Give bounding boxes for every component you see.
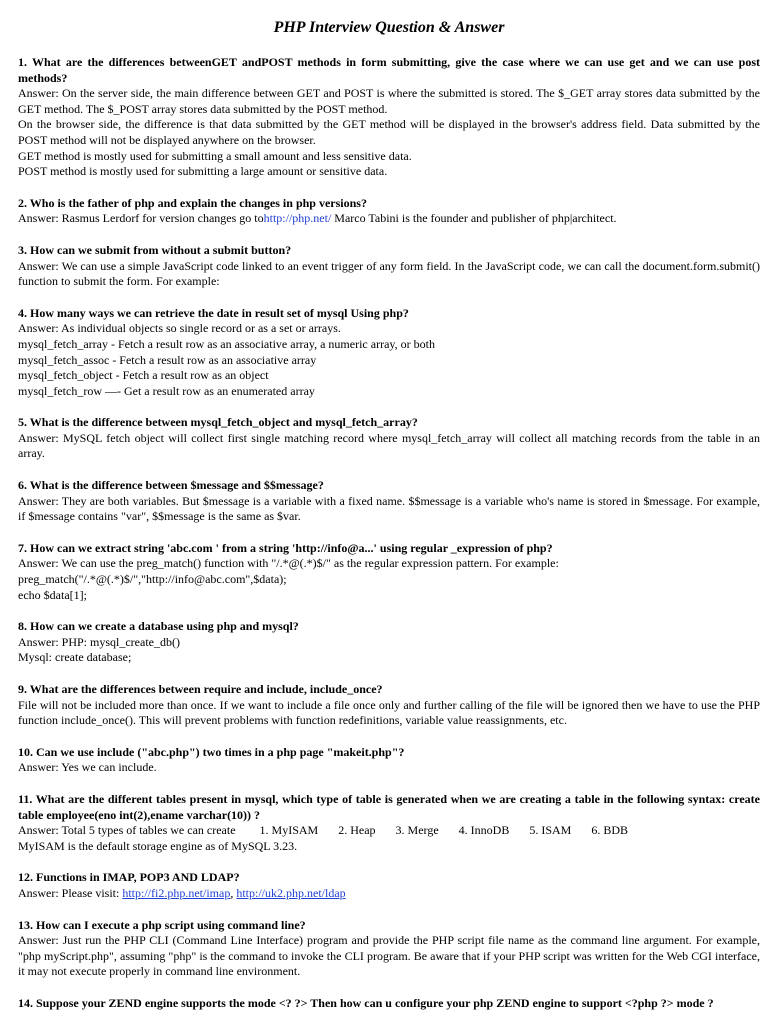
answer-text: [18, 211, 760, 227]
answer-prefix: Answer: Rasmus Lerdorf for version changes go to: [18, 211, 264, 226]
answer-text: MyISAM is the default storage engine as of MySQL 3.23.: [18, 838, 298, 853]
question-text: 1. What are the differences betweenGET andPOST methods in form submitting, give the case where we can use get and we can use post methods?: [18, 55, 760, 85]
question-8: [18, 619, 760, 666]
question-2: [18, 196, 760, 227]
question-text: 4. How many ways we can retrieve the date in result set of mysql Using php?: [18, 305, 409, 320]
table-type: 1. MyISAM: [259, 823, 319, 838]
answer-text: GET method is mostly used for submitting a small amount and less sensitive data.: [18, 148, 412, 163]
answer-text: Mysql: create database;: [18, 650, 132, 665]
question-text: 5. What is the difference between mysql_fetch_object and mysql_fetch_array?: [18, 415, 418, 430]
answer-text: mysql_fetch_array - Fetch a result row as an associative array, a numeric array, or both: [18, 336, 435, 351]
answer-suffix: Marco Tabini is the founder and publisher of php|architect.: [331, 211, 617, 226]
answer-text: [18, 823, 760, 839]
question-text: 2. Who is the father of php and explain the changes in php versions?: [18, 195, 367, 210]
table-type: 6. BDB: [591, 823, 629, 838]
table-type: 3. Merge: [395, 823, 439, 838]
table-type: 4. InnoDB: [458, 823, 510, 838]
answer-prefix: Answer: Total 5 types of tables we can create: [18, 823, 236, 838]
question-text: 6. What is the difference between $message and $$message?: [18, 478, 324, 493]
question-1: [18, 55, 760, 180]
table-type: 2. Heap: [338, 823, 376, 838]
question-11: [18, 792, 760, 854]
answer-text: Answer: We can use a simple JavaScript code linked to an event trigger of any form field. In the JavaScript code, we can call the document.form.submit() function to submit the form. For example:: [18, 258, 760, 289]
imap-link[interactable]: http://fi2.php.net/imap: [122, 885, 231, 900]
document-title: PHP Interview Question & Answer: [273, 19, 505, 36]
question-5: [18, 415, 760, 462]
question-7: [18, 541, 760, 603]
code-line: echo $data[1];: [18, 587, 87, 602]
question-14: [18, 996, 760, 1012]
answer-text: Answer: MySQL fetch object will collect first single matching record where mysql_fetch_array will collect all matching records from the table in an array.: [18, 430, 760, 461]
answer-text: mysql_fetch_assoc - Fetch a result row as an associative array: [18, 352, 317, 367]
table-type: 5. ISAM: [529, 823, 572, 838]
answer-prefix: Answer: Please visit:: [18, 885, 123, 900]
question-9: [18, 682, 760, 729]
link-separator: ,: [230, 885, 237, 900]
question-12: [18, 870, 760, 901]
answer-text: Answer: As individual objects so single record or as a set or arrays.: [18, 321, 341, 336]
ldap-link[interactable]: http://uk2.php.net/ldap: [236, 885, 346, 900]
code-line: preg_match("/.*@(.*)$/","http://info@abc.com",$data);: [18, 572, 287, 587]
question-text: 10. Can we use include ("abc.php") two times in a php page "makeit.php"?: [18, 744, 405, 759]
question-text: 13. How can I execute a php script using command line?: [18, 917, 306, 932]
question-text: 14. Suppose your ZEND engine supports the mode <? ?> Then how can u configure your php ZEND engine to support <?php ?> mode ?: [18, 995, 714, 1010]
answer-text: On the browser side, the difference is that data submitted by the GET method will be displayed in the browser's address field. Data submitted by the POST method will not be displayed anywhere on the browser.: [18, 117, 760, 147]
question-4: [18, 306, 760, 400]
question-10: [18, 745, 760, 776]
question-text: 12. Functions in IMAP, POP3 AND LDAP?: [18, 870, 240, 885]
question-text: 7. How can we extract string 'abc.com ' from a string 'http://info@a...' using regular _expression of php?: [18, 540, 553, 555]
question-text: 9. What are the differences between require and include, include_once?: [18, 682, 383, 696]
answer-text: Answer: PHP: mysql_create_db(): [18, 634, 180, 649]
php-net-link[interactable]: http://php.net/: [263, 211, 332, 226]
answer-text: [18, 886, 760, 902]
question-text: 11. What are the different tables present in mysql, which type of table is generated when we are creating a table in the following syntax: create table employee(eno int(2),ename varchar(10)) ?: [18, 791, 760, 822]
answer-text: mysql_fetch_object - Fetch a result row as an object: [18, 368, 269, 383]
question-13: [18, 918, 760, 980]
answer-text: Answer: They are both variables. But $message is a variable with a fixed name. $$message is a variable who's name is stored in $message. For example, if $message contains "var", $$message is the same as $var.: [18, 493, 760, 524]
answer-text: mysql_fetch_row —- Get a result row as an enumerated array: [18, 383, 315, 398]
question-text: 8. How can we create a database using php and mysql?: [18, 619, 299, 634]
question-text: 3. How can we submit from without a submit button?: [18, 242, 292, 257]
answer-text: Answer: Just run the PHP CLI (Command Line Interface) program and provide the PHP script file name as the command line argument. For example, "php myScript.php", assuming "php" is the command to invoke the CLI program. Be aware that if your PHP script was written for the Web CGI interface, it may not execute properly in command line environment.: [18, 933, 760, 979]
answer-text: File will not be included more than once. If we want to include a file once only and further calling of the file will be ignored then we have to use the PHP function include_once(). This will prevent problems with function redefinitions, variable value reassignments, etc.: [18, 697, 760, 728]
answer-text: Answer: On the server side, the main difference between GET and POST is where the submitted is stored. The $_GET array stores data submitted by the GET method. The $_POST array stores data submitted by the POST method.: [18, 86, 760, 116]
answer-text: Answer: Yes we can include.: [18, 760, 157, 775]
answer-text: POST method is mostly used for submitting a large amount or sensitive data.: [18, 164, 388, 179]
answer-text: Answer: We can use the preg_match() function with "/.*@(.*)$/" as the regular expression pattern. For example:: [18, 556, 559, 571]
question-6: [18, 478, 760, 525]
question-3: [18, 243, 760, 290]
